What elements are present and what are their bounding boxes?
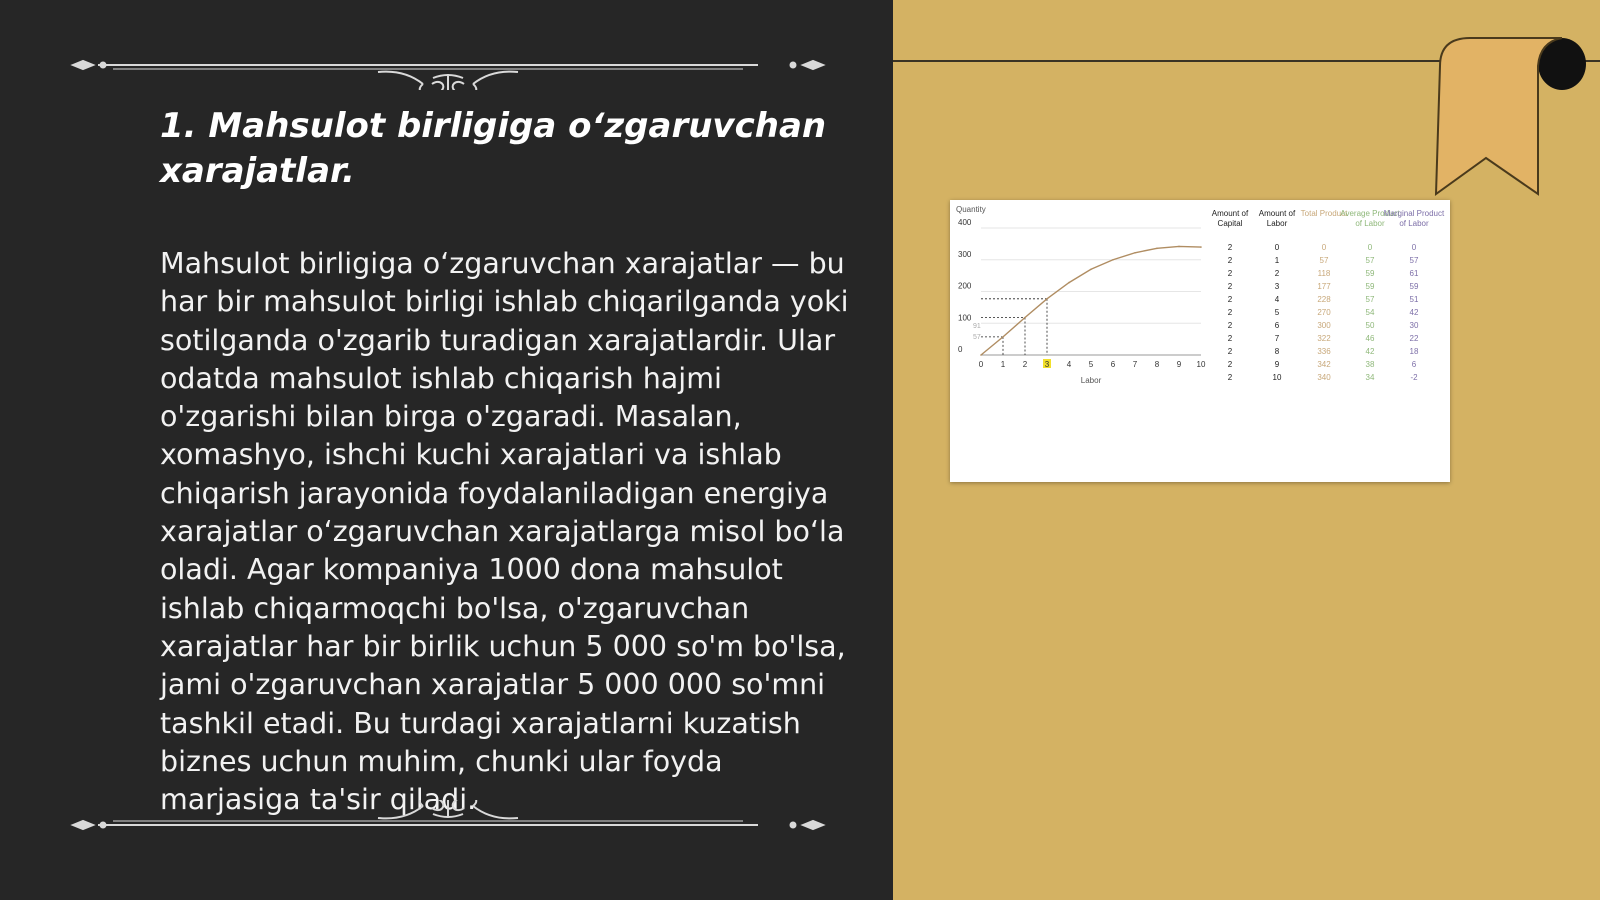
slide-body-text: Mahsulot birligiga o‘zgaruvchan xarajatlar — bu har bir mahsulot birligi ishlab chiqarilganda yoki sotilganda o'zgarib turadigan xarajatlardir. Ular odatda mahsulot ishlab chiqarish hajmi o'zgarishi bilan birga o'zgaradi. Masalan, xomashyo, ishchi kuchi xarajatlari va ishlab chiqarish jarayonida foydalaniladigan energiya xarajatlar o‘zgaruvchan xarajatlarga misol bo‘la oladi. Agar kompaniya 1000 dona mahsulot ishlab chiqarmoqchi bo'lsa, o'zgaruvchan xarajatlar har bir birlik uchun 5 000 so'm bo'lsa, jami o'zgaruvchan xarajatlar 5 000 000 so'mni tashkil etadi. Bu turdagi xarajatlarni kuzatish biznes uchun muhim, chunki ular foyda marjasiga ta'sir qiladi.	[160, 247, 849, 817]
table-cell: 57	[1365, 256, 1375, 265]
table-column-header: Marginal Product	[1383, 209, 1445, 218]
table-cell: 10	[1272, 373, 1282, 382]
table-cell: 270	[1317, 308, 1331, 317]
bookmark-ribbon-icon	[1430, 36, 1600, 201]
production-chart	[950, 200, 1450, 482]
total-product-line	[981, 246, 1201, 355]
table-cell: 59	[1365, 282, 1375, 291]
table-cell: 59	[1365, 269, 1375, 278]
y-tick-label: 300	[958, 249, 972, 259]
x-tick-label: 3	[1044, 360, 1050, 369]
table-column-header: Amount of	[1211, 209, 1249, 218]
table-cell: 0	[1321, 243, 1327, 252]
table-cell: 2	[1227, 269, 1233, 278]
data-point	[1090, 268, 1092, 270]
data-point	[1046, 298, 1048, 300]
slide-title: 1. Mahsulot birligiga o‘zgaruvchan xarajatlar.	[160, 106, 827, 191]
data-point	[1068, 282, 1070, 284]
table-cell: 336	[1317, 347, 1331, 356]
table-cell: 2	[1227, 334, 1233, 343]
data-point	[1024, 317, 1026, 319]
table-cell: 38	[1365, 360, 1375, 369]
table-cell: 54	[1365, 308, 1375, 317]
table-cell: 7	[1274, 334, 1280, 343]
x-tick-label: 6	[1110, 360, 1116, 369]
y-tick-label: 100	[958, 313, 972, 323]
table-cell: 42	[1365, 347, 1375, 356]
guide-value-label: 91	[973, 323, 981, 331]
table-cell: 2	[1227, 295, 1233, 304]
table-cell: 300	[1317, 321, 1331, 330]
data-point	[1002, 336, 1004, 338]
table-cell: 2	[1227, 256, 1233, 265]
x-tick-label: 4	[1066, 360, 1072, 369]
table-cell: 2	[1274, 269, 1280, 278]
data-point	[1200, 246, 1202, 248]
table-cell: 5	[1274, 308, 1280, 317]
x-tick-label: 8	[1154, 360, 1160, 369]
table-cell: 61	[1409, 269, 1419, 278]
table-cell: 322	[1317, 334, 1331, 343]
table-cell: 1	[1274, 256, 1280, 265]
production-function-figure	[950, 200, 1450, 482]
table-cell: 2	[1227, 243, 1233, 252]
table-cell: 0	[1411, 243, 1417, 252]
data-point	[1112, 259, 1114, 261]
table-cell: 57	[1319, 256, 1329, 265]
table-cell: 30	[1409, 321, 1419, 330]
scroll-ornament-icon	[68, 800, 828, 850]
table-cell: 22	[1409, 334, 1419, 343]
table-cell: 34	[1365, 373, 1375, 382]
x-axis-label: Labor	[1080, 376, 1102, 385]
table-column-header: Amount of	[1258, 209, 1296, 218]
table-cell: 228	[1317, 295, 1331, 304]
data-point	[1178, 246, 1180, 248]
table-cell: 2	[1227, 373, 1233, 382]
table-cell: 46	[1365, 334, 1375, 343]
table-cell: 2	[1227, 282, 1233, 291]
y-tick-label: 0	[958, 345, 963, 354]
table-column-header: Average Product	[1340, 209, 1400, 218]
scroll-ornament-icon	[68, 40, 828, 90]
x-tick-label: 7	[1132, 360, 1138, 369]
table-cell: 118	[1317, 269, 1331, 278]
table-column-header: Capital	[1217, 219, 1243, 228]
table-column-header: Labor	[1266, 219, 1288, 228]
table-cell: 6	[1274, 321, 1280, 330]
table-column-header: of Labor	[1399, 219, 1429, 228]
table-cell: 2	[1227, 321, 1233, 330]
table-cell: 57	[1365, 295, 1375, 304]
x-tick-label: 0	[978, 360, 984, 369]
x-tick-label: 9	[1176, 360, 1182, 369]
table-cell: 9	[1274, 360, 1280, 369]
table-cell: 2	[1227, 347, 1233, 356]
y-tick-label: 400	[958, 218, 972, 227]
table-cell: 0	[1367, 243, 1373, 252]
table-cell: 42	[1409, 308, 1419, 317]
x-tick-label: 5	[1088, 360, 1094, 369]
table-cell: -2	[1410, 373, 1418, 382]
y-tick-label: 200	[958, 281, 972, 291]
data-point	[1134, 252, 1136, 254]
table-column-header: of Labor	[1355, 219, 1385, 228]
table-cell: 340	[1317, 373, 1331, 382]
table-cell: 50	[1365, 321, 1375, 330]
data-point	[980, 354, 982, 356]
y-axis-label: Quantity	[956, 205, 986, 214]
x-tick-label: 10	[1196, 360, 1206, 369]
table-cell: 3	[1274, 282, 1280, 291]
table-cell: 6	[1411, 360, 1417, 369]
x-tick-label: 1	[1000, 360, 1006, 369]
table-cell: 2	[1227, 308, 1233, 317]
table-cell: 57	[1409, 256, 1419, 265]
table-cell: 4	[1274, 295, 1280, 304]
table-cell: 8	[1274, 347, 1280, 356]
table-cell: 51	[1409, 295, 1419, 304]
table-cell: 177	[1317, 282, 1331, 291]
table-column-header: Total Product	[1300, 209, 1348, 218]
table-cell: 59	[1409, 282, 1419, 291]
data-point	[1156, 248, 1158, 250]
table-cell: 0	[1274, 243, 1280, 252]
guide-value-label: 57	[973, 333, 981, 341]
table-cell: 2	[1227, 360, 1233, 369]
table-cell: 342	[1317, 360, 1331, 369]
table-cell: 18	[1409, 347, 1419, 356]
x-tick-label: 2	[1022, 360, 1028, 369]
